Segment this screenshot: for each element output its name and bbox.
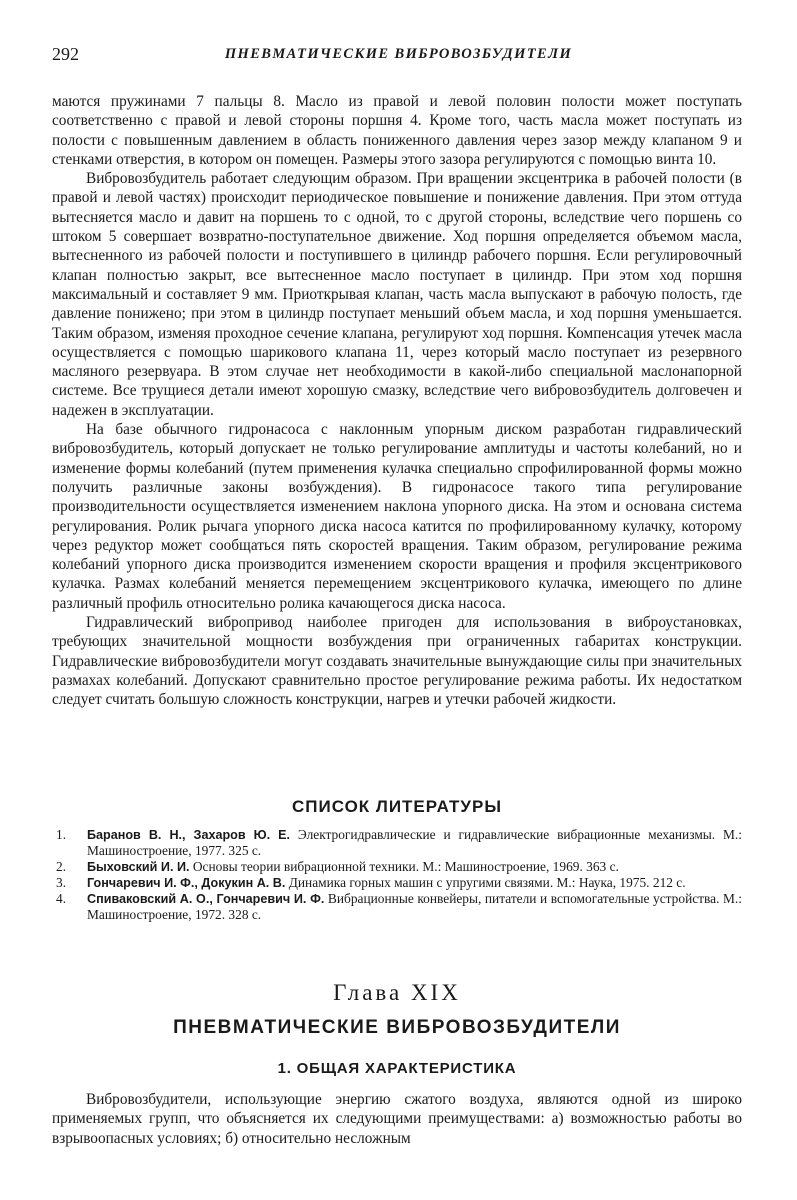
section-heading: 1. ОБЩАЯ ХАРАКТЕРИСТИКА	[277, 1060, 517, 1077]
paragraph: Вибровозбудители, использующие энергию сжатого воздуха, являются одной из широко применяемых групп, что объясняется их следующими преимуществами: а) возможностью работы во взрывоопасных условиях; б) относительно несложным	[52, 1091, 742, 1147]
chapter-title: ПНЕВМАТИЧЕСКИЕ ВИБРОВОЗБУДИТЕЛИ	[173, 1017, 621, 1038]
body-text	[52, 92, 742, 710]
reference-text: Вибрационные конвейеры, питатели и вспомогательные устройства. М.: Машиностроение, 1972. 328 с.	[87, 891, 742, 923]
reference-number: 2.	[56, 858, 67, 874]
paragraph: Вибровозбудитель работает следующим образом. При вращении эксцентрика в рабочей полости (в правой и левой частях) происходит периодическое повышение и понижение давления. При этом оттуда вытесняется масло и давит на поршень то с одной, то с другой стороны, вследствие чего поршень со штоком 5 совершает возвратно-поступательное движение. Ход поршня определяется объемом масла, вытесненного из рабочей полости и поступившего в цилиндр рабочего поршня. Если регулировочный клапан полностью закрыт, все вытесненное масло поступает в цилиндр. При этом ход поршня максимальный и составляет 9 мм. Приоткрывая клапан, часть масла выпускают в рабочую полость, где давление понижено; при этом в цилиндр поступает меньший объем масла, и ход поршня уменьшается. Таким образом, изменяя проходное сечение клапана, регулируют ход поршня. Компенсация утечек масла осуществляется с помощью шарикового клапана 11, через который масло поступает из резервного масляного резервуара. В этом случае нет необходимости в какой-либо специальной маслонапорной системе. Все трущиеся детали имеют хорошую смазку, вследствие чего вибровозбудитель долговечен и надежен в эксплуатации.	[52, 170, 742, 419]
running-head	[52, 44, 745, 68]
reference-authors: Гончаревич И. Ф., Докукин А. В.	[87, 875, 286, 890]
reference-text: Электрогидравлические и гидравлические вибрационные механизмы. М.: Машиностроение, 1977. 325 с.	[87, 827, 742, 859]
running-head-title: ПНЕВМАТИЧЕСКИЕ ВИБРОВОЗБУДИТЕЛИ	[224, 46, 573, 62]
reference-item	[52, 875, 742, 891]
reference-text: Динамика горных машин с упругими связями. М.: Наука, 1975. 212 с.	[288, 874, 686, 890]
reference-authors: Баранов В. Н., Захаров Ю. Е.	[87, 828, 291, 842]
reference-number: 3.	[56, 874, 67, 890]
reference-number: 4.	[56, 891, 67, 907]
reference-authors: Спиваковский А. О., Гончаревич И. Ф.	[87, 892, 325, 907]
reference-text: Основы теории вибрационной техники. М.: Машиностроение, 1969. 363 с.	[192, 858, 619, 874]
chapter-label: Глава XIX	[333, 980, 461, 1005]
reference-item	[52, 827, 742, 859]
references-list	[52, 827, 742, 923]
reference-number: 1.	[56, 827, 67, 842]
reference-item	[52, 891, 742, 923]
paragraph: Гидравлический вибропривод наиболее пригоден для использования в виброустановках, требующих значительной мощности возбуждения при ограниченных габаритах конструкции. Гидравлические вибровозбудители могут создавать значительные вынуждающие силы при значительных размахах колебаний. Допускают сравнительно простое регулирование режима работы. Их недостатком следует считать большую сложность конструкции, нагрев и утечки рабочей жидкости.	[52, 614, 742, 709]
paragraph-continuation: маются пружинами 7 пальцы 8. Масло из правой и левой половин полости может поступать соответственно с правой и левой стороны поршня 4. Кроме того, часть масла может поступать из полости с повышенным давлением в область пониженного давления через зазор между клапаном 9 и стенками отверстия, в котором он помещен. Размеры этого зазора регулируются с помощью винта 10.	[52, 93, 742, 168]
reference-authors: Быховский И. И.	[87, 859, 190, 874]
chapter-intro	[52, 1090, 742, 1148]
reference-item	[52, 859, 742, 875]
references-heading: СПИСОК ЛИТЕРАТУРЫ	[292, 797, 502, 816]
paragraph: На базе обычного гидронасоса с наклонным упорным диском разработан гидравлический вибровозбудитель, который допускает не только регулирование амплитуды и частоты колебаний, но и изменение формы колебаний (путем применения кулачка специально спрофилированной формы можно получить различные законы возбуждения). В гидронасосе такого типа регулирование производительности осуществляется изменением наклона упорного диска. На этом и основана система регулирования. Ролик рычага упорного диска насоса катится по профилированному кулачку, которому через редуктор может сообщаться пять скоростей вращения. Таким образом, регулирование режима колебаний упорного диска производится изменением скорости вращения и профиля эксцентрикового кулачка. Размах колебаний меняется перемещением эксцентрикового кулачка, имеющего по длине различный профиль относительно ролика качающегося диска насоса.	[52, 421, 742, 612]
page-number: 292	[52, 44, 79, 64]
